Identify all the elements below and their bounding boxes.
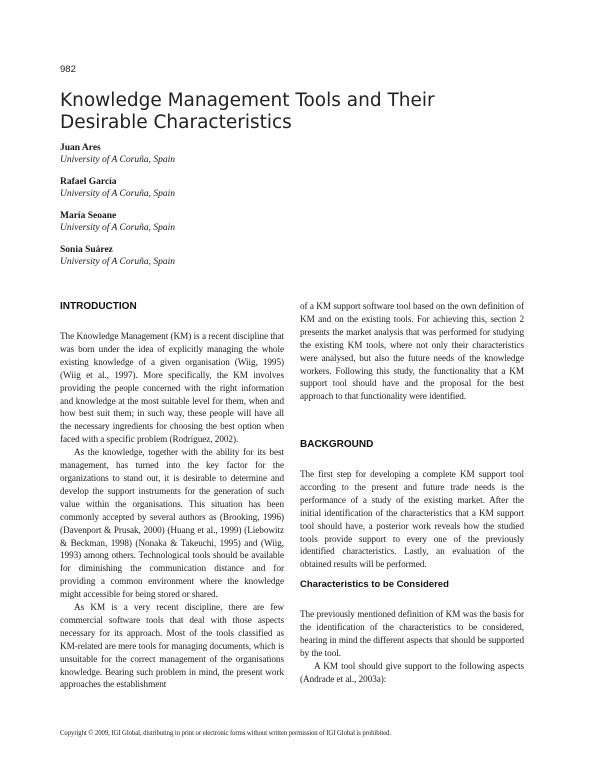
introduction-heading: INTRODUCTION: [60, 301, 137, 312]
characteristics-section: [300, 578, 524, 685]
author-name: María Seoane: [60, 211, 117, 221]
right-column-top: [300, 300, 524, 403]
author-affiliation: University of A Coruña, Spain: [60, 257, 175, 267]
introduction-paragraph-3: As KM is a very recent discipline, there are few commercial software tools that deal with those aspects necessary for its approach. Most of the tools classified as KM-related are mere tools for managing documents, which is unsuitable for the correct management of the organisations knowledge. Bearing such problem in mind, the present work approaches the establishment: [60, 602, 284, 690]
introduction-paragraph-1: The Knowledge Management (KM) is a recent discipline that was born under the idea of explicitly managing the whole existing knowledge of a given organisation (Wiig, 1995) (Wiig et al., 1997). More specifically, the KM involves providing the people concerned with the right information and knowledge at the most suitable level for them, when and how best suit them; in such way, these people will have all the necessary ingredients for choosing the best option when faced with a specific problem (Rodríguez, 2002).: [60, 331, 284, 445]
author-block: [60, 210, 360, 244]
characteristics-paragraph-2: A KM tool should give support to the following aspects (Andrade et al., 2003a):: [300, 660, 524, 684]
characteristics-heading: Characteristics to be Considered: [300, 579, 449, 590]
author-block: [60, 176, 360, 210]
author-block: [60, 244, 360, 278]
author-name: Sonia Suárez: [60, 245, 113, 255]
background-section: [300, 438, 524, 571]
left-column: [60, 300, 284, 691]
introduction-paragraph-3-continued: of a KM support software tool based on the own definition of KM and on the existing tools. For achieving this, section 2 presents the market analysis that was performed for studying the existing KM tools, where not only their characteristics were analysed, but also the future needs of the knowledge workers. Following this study, the functionality that a KM support tool should have and the proposal for the best approach to that functionality were identified.: [300, 301, 524, 402]
characteristics-paragraph-1: The previously mentioned definition of KM was the basis for the identification of the characteristics to be considered, bearing in mind the different aspects that should be supported by the tool.: [300, 609, 524, 658]
author-affiliation: University of A Coruña, Spain: [60, 189, 175, 199]
author-list: [60, 142, 360, 278]
author-affiliation: University of A Coruña, Spain: [60, 155, 175, 165]
page-number: 982: [60, 64, 76, 75]
background-heading: BACKGROUND: [300, 439, 374, 450]
author-block: [60, 142, 360, 176]
introduction-paragraph-2: As the knowledge, together with the ability for its best management, has turned into the key factor for the organizations to stand out, it is desirable to determine and develop the support instruments for the generation of such value within the organisations. This situation has been commonly accepted by several authors as (Brooking, 1996) (Davenport & Prusak, 2000) (Huang et al., 1999) (Liebowitz & Beckman, 1998) (Nonaka & Takeuchi, 1995) and (Wiig, 1993) among others. Technological tools should be available for diminishing the communication distance and for providing a common environment where the knowledge might accessible for being stored or shared.: [60, 447, 284, 600]
article-title: Knowledge Management Tools and Their Desirable Characteristics: [60, 90, 435, 133]
author-name: Rafael García: [60, 177, 117, 187]
background-paragraph-1: The first step for developing a complete KM support tool according to the present and future trade needs is the performance of a study of the existing market. After the initial identification of the characteristics that a KM support tool should have, a posterior work reveals how the studied tools provide support to every one of the previously identified characteristics. Lastly, an evaluation of the obtained results will be performed.: [300, 469, 524, 570]
author-affiliation: University of A Coruña, Spain: [60, 223, 175, 233]
copyright-footer: Copyright © 2009, IGI Global, distributing in print or electronic forms without written permission of IGI Global is prohibited.: [60, 730, 391, 737]
author-name: Juan Ares: [60, 143, 101, 153]
